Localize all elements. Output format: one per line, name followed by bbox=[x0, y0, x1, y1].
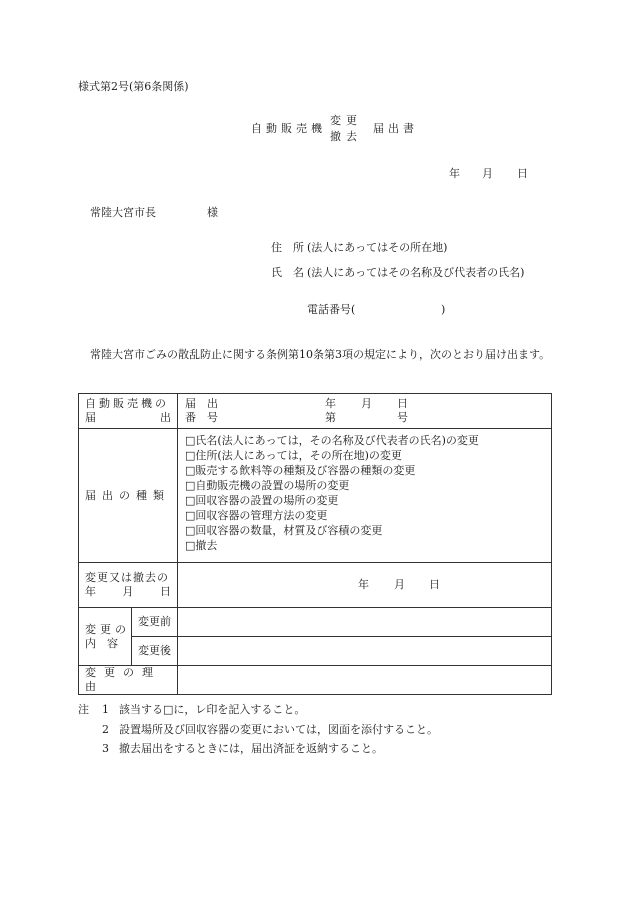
row3-label-b bbox=[85, 585, 171, 599]
note-3-text: 撤去届出をするときには，届出済証を返納すること。 bbox=[119, 742, 383, 755]
change-date-day: 日 bbox=[429, 578, 440, 591]
notes-prefix: 注 bbox=[78, 703, 89, 716]
change-date-year: 年 bbox=[358, 578, 369, 591]
name-label: 氏 名 bbox=[271, 266, 304, 279]
notify-month: 月 bbox=[361, 397, 372, 410]
row5-label bbox=[79, 666, 178, 695]
notification-table bbox=[78, 393, 552, 695]
row-change-content bbox=[79, 608, 552, 666]
row3-label-day: 日 bbox=[160, 585, 171, 598]
title-suffix: 届出書 bbox=[373, 122, 418, 135]
notify-year: 年 bbox=[325, 397, 336, 410]
intro-paragraph: 常陸大宮市ごみの散乱防止に関する条例第10条第3項の規定により，次のとおり届け出ます。 bbox=[90, 348, 551, 361]
addressee-honorific: 様 bbox=[207, 206, 218, 219]
date-day: 日 bbox=[517, 167, 528, 180]
checkbox-option-container-location[interactable]: □回収容器の設置の場所の変更 bbox=[185, 494, 339, 507]
title-change: 変更 bbox=[330, 114, 362, 127]
row4-label-b: 内 容 bbox=[85, 636, 118, 650]
checkbox-option-name[interactable]: □氏名(法人にあっては，その名称及び代表者の氏名)の変更 bbox=[185, 434, 479, 447]
notification-type-label: 届出の種類 bbox=[85, 488, 170, 502]
checkbox-option-management[interactable]: □回収容器の管理方法の変更 bbox=[185, 509, 328, 522]
date-month: 月 bbox=[482, 167, 493, 180]
notify-day: 日 bbox=[397, 397, 408, 410]
row1-label-b-left: 届 bbox=[85, 411, 96, 424]
before-value[interactable] bbox=[178, 608, 551, 637]
number-dai: 第 bbox=[325, 411, 336, 424]
addressee-name: 常陸大宮市長 bbox=[90, 206, 156, 219]
change-reason-value[interactable] bbox=[178, 666, 552, 695]
row-notification-type bbox=[79, 429, 552, 563]
title-removal: 撤去 bbox=[330, 130, 362, 143]
row3-label bbox=[79, 563, 178, 608]
note-1-text: 該当する□に，レ印を記入すること。 bbox=[119, 703, 306, 716]
checkbox-option-beverage[interactable]: □販売する飲料等の種類及び容器の種類の変更 bbox=[185, 464, 416, 477]
row4-value-cell bbox=[178, 608, 552, 666]
date-year: 年 bbox=[449, 167, 460, 180]
form-number: 様式第2号(第6条関係) bbox=[78, 80, 189, 93]
after-label: 変更後 bbox=[138, 644, 171, 657]
name-note: (法人にあってはその名称及び代表者の氏名) bbox=[307, 266, 525, 279]
address-label: 住 所 bbox=[271, 241, 304, 254]
row-notification-number bbox=[79, 394, 552, 429]
checkbox-option-removal[interactable]: □撤去 bbox=[185, 539, 218, 552]
change-date-value[interactable] bbox=[178, 563, 552, 608]
row1-label-a: 自動販売機の bbox=[85, 397, 169, 410]
change-reason-label: 変更の理由 bbox=[85, 666, 161, 693]
phone-close: ) bbox=[441, 303, 446, 316]
row2-label bbox=[79, 429, 178, 563]
number-go: 号 bbox=[397, 411, 408, 424]
row3-label-month: 月 bbox=[122, 585, 134, 598]
row1-value bbox=[178, 394, 552, 429]
row1-label-b bbox=[85, 411, 171, 425]
row4-label-cell bbox=[79, 608, 178, 666]
title-prefix: 自動販売機 bbox=[251, 122, 326, 135]
row1-label bbox=[79, 394, 178, 429]
change-date-month: 月 bbox=[394, 578, 405, 591]
note-3-num: 3 bbox=[102, 742, 109, 755]
phone-label: 電話番号( bbox=[307, 303, 356, 316]
row3-label-year: 年 bbox=[85, 585, 96, 598]
checkbox-option-address[interactable]: □住所(法人にあっては，その所在地)の変更 bbox=[185, 449, 402, 462]
after-value[interactable] bbox=[178, 637, 551, 665]
checkbox-list bbox=[178, 429, 552, 563]
note-1-num: 1 bbox=[102, 703, 109, 716]
row1-label-b-right: 出 bbox=[160, 411, 171, 424]
row-change-reason bbox=[79, 666, 552, 695]
before-label: 変更前 bbox=[132, 608, 177, 637]
number-label: 番 号 bbox=[185, 411, 218, 424]
notify-label: 届 出 bbox=[185, 397, 218, 410]
row-change-date bbox=[79, 563, 552, 608]
checkbox-option-machine-location[interactable]: □自動販売機の設置の場所の変更 bbox=[185, 479, 350, 492]
address-note: (法人にあってはその所在地) bbox=[307, 241, 448, 254]
checkbox-option-quantity[interactable]: □回収容器の数量，材質及び容積の変更 bbox=[185, 524, 383, 537]
row4-label-a: 変更の bbox=[85, 622, 130, 636]
change-content-label bbox=[79, 608, 132, 665]
note-2-num: 2 bbox=[102, 723, 109, 736]
note-2-text: 設置場所及び回収容器の変更においては，図面を添付すること。 bbox=[119, 723, 438, 736]
row3-label-a: 変更又は撤去の bbox=[85, 571, 169, 584]
